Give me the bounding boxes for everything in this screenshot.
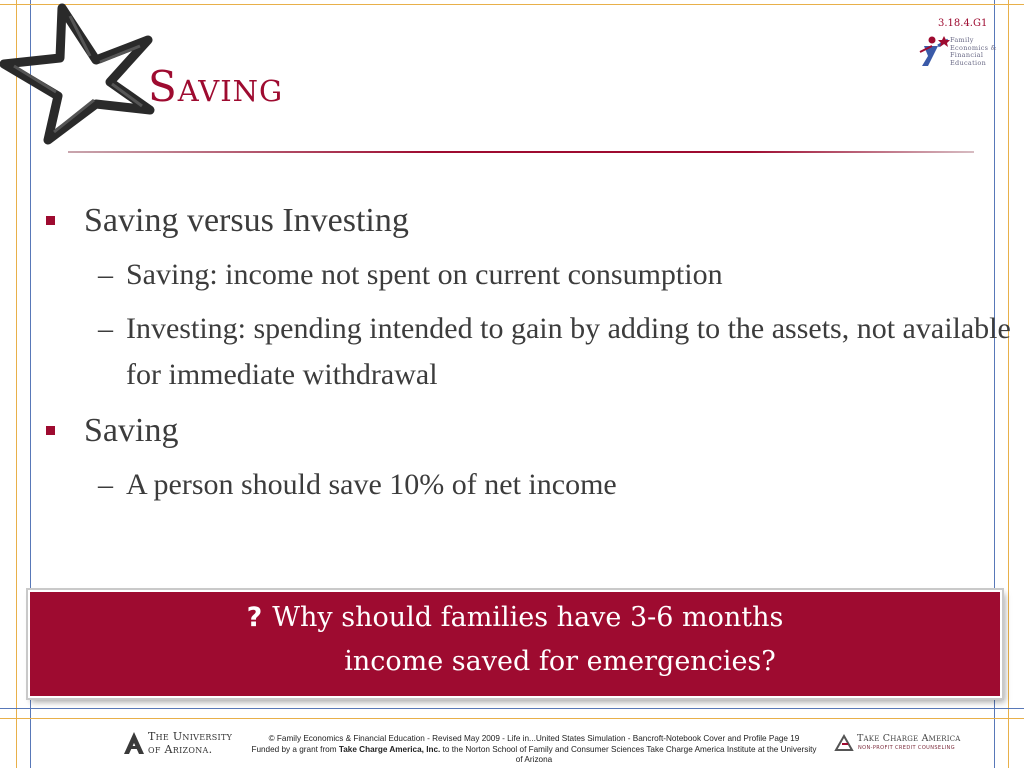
title-underline [68,151,974,153]
question-callout [28,590,1002,698]
frame-line-bottom-blue [0,708,1024,709]
bullet-item [46,196,1011,246]
take-charge-america-name: Take Charge America [857,733,961,744]
sub-bullet-item [46,462,1011,508]
take-charge-america-tagline: NON-PROFIT CREDIT COUNSELING [858,745,955,751]
family-economics-logo-text [950,37,997,67]
question-mark-icon: ? [246,602,263,633]
footer-text-bold: Take Charge America, Inc. [338,744,441,754]
star-decoration-icon [0,0,170,150]
slide-number: 3.18.4.G1 [938,18,988,29]
bullet-square-icon [46,216,55,225]
ua-line: The University [148,730,233,743]
logo-line: Financial [950,51,984,59]
sub-bullet-text: Investing: spending intended to gain by adding to the assets, not available for immediate withdrawal [126,312,1011,391]
footer-text-prefix: Funded by a grant from [251,744,339,754]
footer-line-2 [236,745,832,756]
bullet-text: Saving versus Investing [84,202,409,239]
footer-text-suffix: to the Norton School of Family and Consumer Sciences Take Charge America Institute at the University [440,744,817,754]
callout-text-1: Why should families have 3-6 months [272,602,784,633]
logo-line: Family [950,36,974,44]
frame-line-bottom-gold [0,718,1024,719]
dash-icon: – [98,468,113,501]
footer-line-3: of Arizona [515,755,553,764]
bullet-square-icon [46,426,55,435]
bullet-item [46,406,1011,456]
callout-line-1 [30,602,1000,633]
logo-line: Economics & [950,43,997,52]
slide-title: Saving [148,62,284,111]
sub-bullet-item [46,252,1011,298]
footer-line-1: © Family Economics & Financial Education - Revised May 2009 - Life in...United States Simulation - Bancroft-Notebook Cover and Profile Page 19 [268,734,800,743]
university-of-arizona-wordmark [148,730,232,756]
footer-credits [236,734,832,766]
sub-bullet-item [46,306,1011,398]
bullet-list [46,196,1011,516]
sub-bullet-text: A person should save 10% of net income [126,468,617,501]
dash-icon: – [98,258,113,291]
logo-line: Education [950,58,987,67]
callout-line-2: income saved for emergencies? [344,646,776,677]
ua-line: of Arizona. [148,743,213,756]
dash-icon: – [98,312,113,345]
bullet-text: Saving [84,412,179,449]
sub-bullet-text: Saving: income not spent on current consumption [126,258,723,291]
